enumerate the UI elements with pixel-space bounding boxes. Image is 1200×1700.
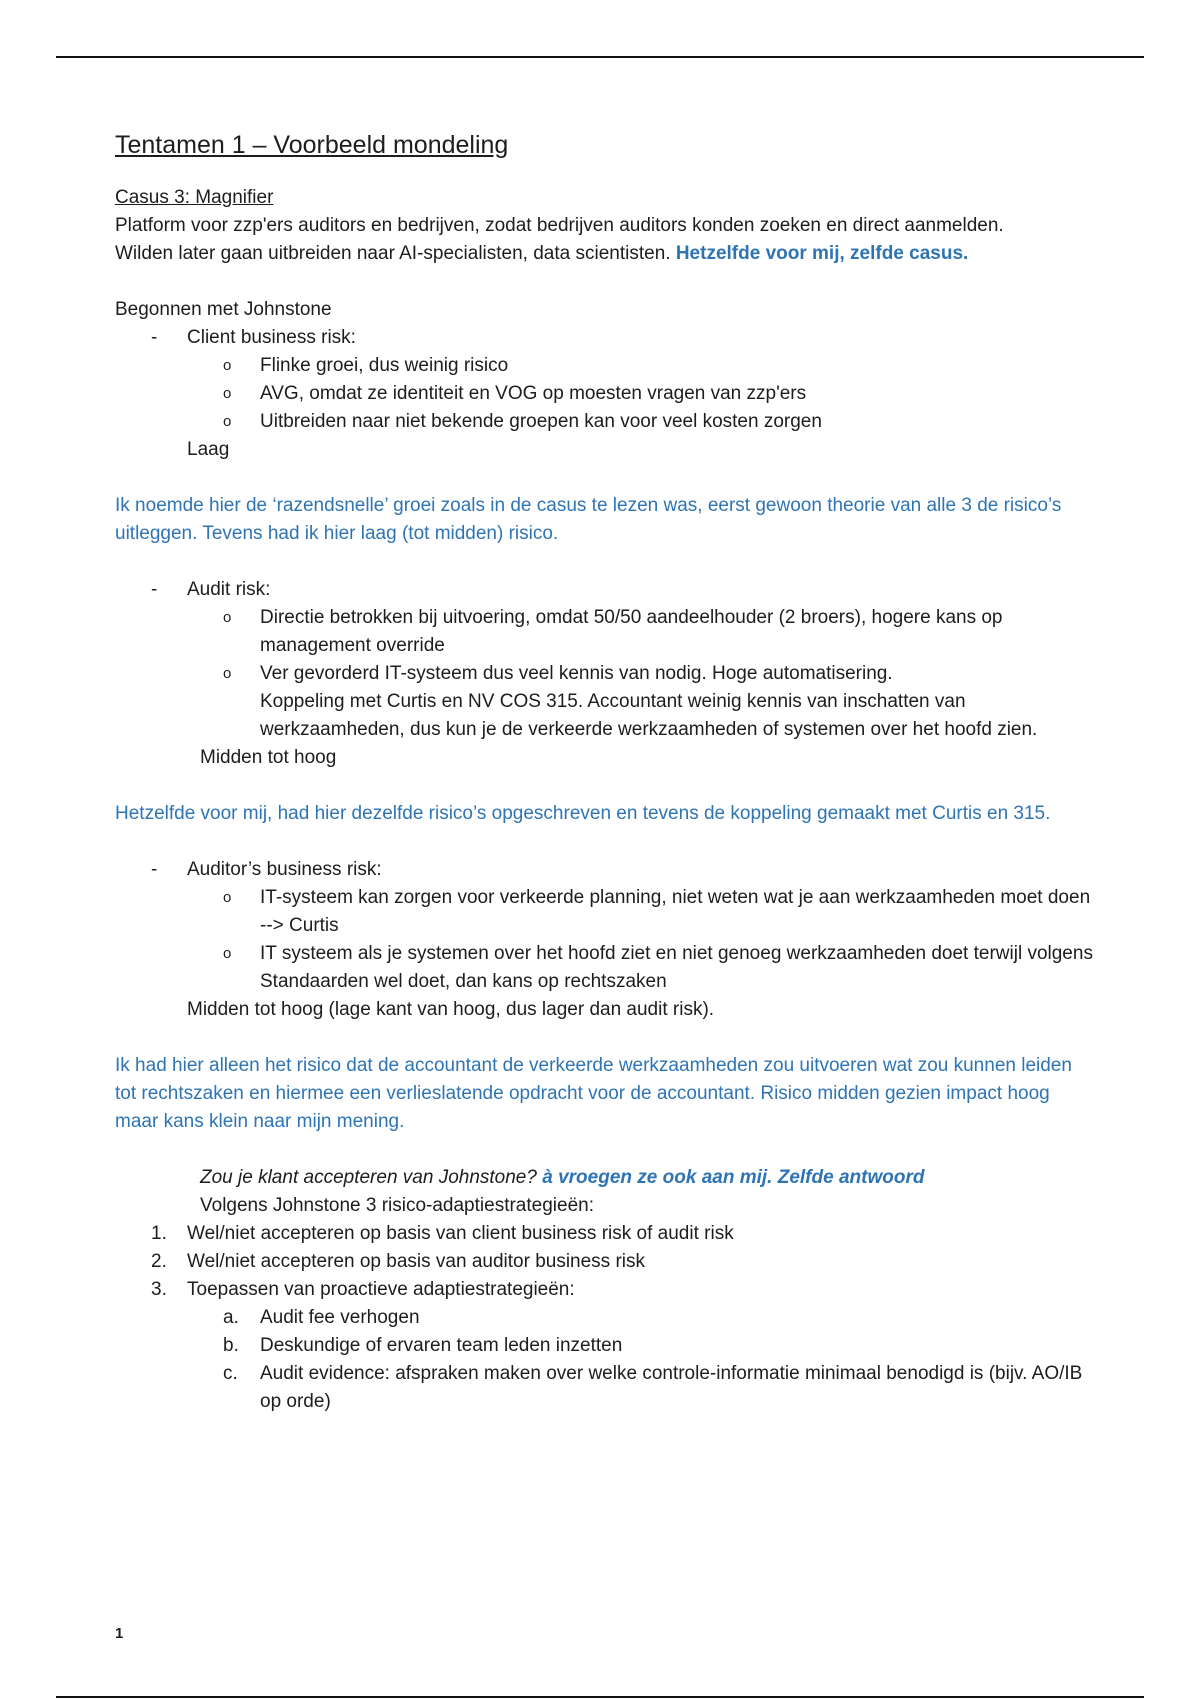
case-heading: Casus 3: Magnifier [115, 187, 274, 208]
numbered-item: 2. Wel/niet accepteren op basis van auditor business risk [151, 1251, 646, 1272]
note-client-risk: Ik noemde hier de ‘razendsnelle’ groei zoals in de casus te lezen was, eerst gewoon theorie van alle 3 de risico’s uitleggen. Tevens had ik hier laag (tot midden) risico. [115, 495, 1062, 544]
numbered-item: 1. Wel/niet accepteren op basis van client business risk of audit risk [151, 1223, 734, 1244]
circle-bullet: o [223, 385, 232, 402]
header-rule [56, 56, 1144, 58]
start-line: Begonnen met Johnstone [115, 299, 332, 320]
intro-note: Hetzelfde voor mij, zelfde casus. [675, 243, 969, 264]
note-auditor-risk: Ik had hier alleen het risico dat de accountant de verkeerde werkzaamheden zou uitvoeren wat zou kunnen leiden tot rechtszaken en hiermee een verlieslatende opdracht voor de accountant. Risico midden gezien impact hoog maar kans klein naar mijn mening. [115, 1055, 1072, 1132]
question-text: Zou je klant accepteren van Johnstone? [200, 1167, 537, 1188]
list-item: o Directie betrokken bij uitvoering, omdat 50/50 aandeelhouder (2 broers), hogere kans op management override [115, 604, 1095, 660]
page-number: 1 [115, 1625, 124, 1642]
audit-risk-continuation: Koppeling met Curtis en NV COS 315. Accountant weinig kennis van inschatten van werkzaamheden, dus kun je de verkeerde werkzaamheden of systemen over het hoofd zien. [260, 691, 1038, 740]
note-audit-risk: Hetzelfde voor mij, had hier dezelfde risico’s opgeschreven en tevens de koppeling gemaakt met Curtis en 315. [115, 803, 1051, 824]
client-risk-level: Laag [187, 439, 230, 460]
client-risk-item [115, 324, 1095, 352]
page-title: Tentamen 1 – Voorbeeld mondeling [115, 131, 509, 159]
auditor-risk-level: Midden tot hoog (lage kant van hoog, dus lager dan audit risk). [187, 999, 715, 1020]
circle-bullet: o [223, 609, 232, 626]
client-risk-label: Client business risk: [187, 327, 356, 348]
list-item: o IT systeem als je systemen over het hoofd ziet en niet genoeg werkzaamheden doet terwijl volgens Standaarden wel doet, dan kans op rechtszaken [115, 940, 1095, 996]
dash-bullet: - [151, 859, 158, 880]
circle-bullet: o [223, 945, 232, 962]
list-item: o Uitbreiden naar niet bekende groepen kan voor veel kosten zorgen [115, 408, 1095, 436]
auditor-risk-item [115, 856, 1095, 884]
circle-bullet: o [223, 665, 232, 682]
list-item: o AVG, omdat ze identiteit en VOG op moesten vragen van zzp'ers [115, 380, 1095, 408]
circle-bullet: o [223, 413, 232, 430]
intro-text-2: Wilden later gaan uitbreiden naar AI-specialisten, data scientisten. [115, 243, 671, 264]
audit-risk-level: Midden tot hoog [200, 747, 337, 768]
intro-line-1: Platform voor zzp'ers auditors en bedrijven, zodat bedrijven auditors konden zoeken en direct aanmelden. [115, 215, 1004, 236]
lettered-item: b. Deskundige of ervaren team leden inzetten [223, 1335, 623, 1356]
strategies-intro: Volgens Johnstone 3 risico-adaptiestrategieën: [200, 1195, 594, 1216]
numbered-item: 3. Toepassen van proactieve adaptiestrategieën: [151, 1279, 575, 1300]
dash-bullet: - [151, 579, 158, 600]
lettered-item: c. Audit evidence: afspraken maken over welke controle-informatie minimaal benodigd is (bijv. AO/IB op orde) [223, 1363, 1083, 1412]
list-item: o Ver gevorderd IT-systeem dus veel kennis van nodig. Hoge automatisering. [115, 660, 1095, 688]
circle-bullet: o [223, 357, 232, 374]
document-body [115, 128, 1095, 1416]
lettered-item: a. Audit fee verhogen [223, 1307, 420, 1328]
auditor-risk-label: Auditor’s business risk: [187, 859, 382, 880]
question-answer: vroegen ze ook aan mij. Zelfde antwoord [558, 1167, 925, 1188]
list-item: o IT-systeem kan zorgen voor verkeerde planning, niet weten wat je aan werkzaamheden moet doen --> Curtis [115, 884, 1095, 940]
audit-risk-item [115, 576, 1095, 604]
intro-line-2 [115, 240, 1095, 268]
circle-bullet: o [223, 889, 232, 906]
question-line [115, 1164, 1095, 1192]
footer-rule [56, 1696, 1144, 1698]
list-item: o Flinke groei, dus weinig risico [115, 352, 1095, 380]
audit-risk-label: Audit risk: [187, 579, 271, 600]
dash-bullet: - [151, 327, 158, 348]
arrow-icon: à [542, 1167, 553, 1188]
